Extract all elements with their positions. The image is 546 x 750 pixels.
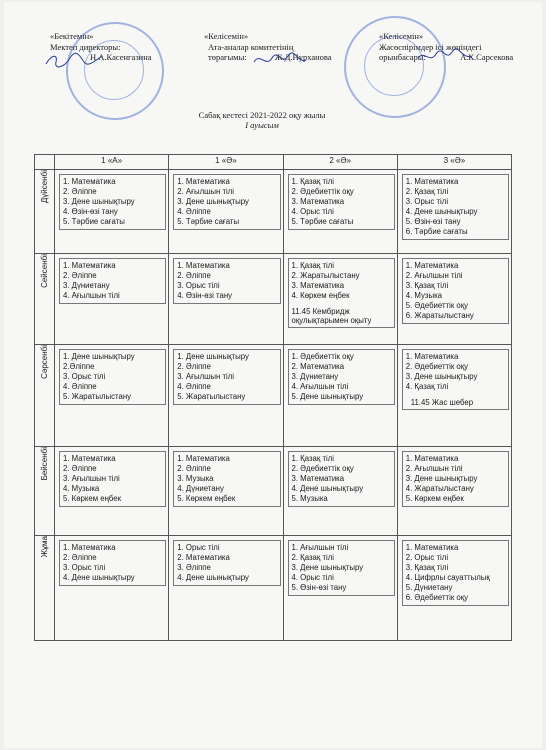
- lesson-list: [173, 349, 280, 405]
- lesson-item: 2. Әліппе: [63, 553, 97, 562]
- signature-committee: [250, 50, 310, 70]
- lesson-item: 1. Орыс тілі: [177, 543, 220, 552]
- lesson-item: 2. Әліппе: [177, 362, 211, 371]
- lesson-list: [59, 451, 166, 507]
- lesson-list: [173, 174, 280, 230]
- lesson-item: 4. Өзін-өзі тану: [63, 207, 118, 216]
- lesson-item: 3. Орыс тілі: [63, 372, 106, 381]
- lesson-item: 3. Дүниетану: [63, 281, 110, 290]
- lesson-item: 4. Қазақ тілі: [405, 382, 449, 391]
- lesson-item: 3. Қазақ тілі: [405, 563, 449, 572]
- lesson-list: [402, 349, 509, 410]
- day-label: Дүйсенбі: [40, 170, 49, 204]
- lesson-cell: [283, 170, 397, 254]
- day-cell: [35, 447, 55, 536]
- table-header-row: [35, 155, 512, 170]
- lesson-list: [59, 174, 166, 230]
- lesson-item: 5. Дүниетану: [405, 583, 453, 592]
- lesson-cell: [397, 345, 511, 447]
- lesson-item: 4. Музыка: [63, 484, 100, 493]
- header-day-cell: [35, 155, 55, 170]
- lesson-list: [59, 540, 166, 586]
- lesson-item: 1. Математика: [405, 454, 459, 463]
- header-class: 3 «Ә»: [397, 155, 511, 170]
- lesson-item: 3. Орыс тілі: [63, 563, 106, 572]
- lesson-item: 2. Математика: [291, 362, 345, 371]
- lesson-item: 6. Жаратылыстану: [405, 311, 474, 320]
- lesson-cell: [283, 536, 397, 641]
- lesson-item: 5. Өзін-өзі тану: [405, 217, 461, 226]
- lesson-item: 4. Дене шынықтыру: [177, 573, 249, 582]
- lesson-cell: [55, 170, 169, 254]
- lesson-cell: [397, 536, 511, 641]
- lesson-list: [173, 540, 280, 586]
- lesson-item: 3. Дене шынықтыру: [177, 197, 249, 206]
- header-class: 1 «А»: [55, 155, 169, 170]
- day-label: Бейсенбі: [40, 447, 49, 481]
- schedule-shift: I ауысым: [245, 120, 279, 130]
- lesson-item: 5. Көркем еңбек: [63, 494, 122, 503]
- lesson-item: 2. Математика: [177, 553, 230, 562]
- lesson-item: 5. Дене шынықтыру: [291, 392, 364, 401]
- lesson-item: 1. Математика: [63, 543, 116, 552]
- lesson-list: [173, 258, 280, 304]
- lesson-item: 1. Математика: [177, 454, 230, 463]
- lesson-item: 5. Жаратылыстану: [177, 392, 246, 401]
- lesson-item: 3. Музыка: [177, 474, 214, 483]
- lesson-cell: [397, 447, 511, 536]
- day-cell: [35, 345, 55, 447]
- schedule-title: Сабақ кестесі 2021-2022 оқу жылы: [198, 110, 326, 120]
- lesson-item: 2.Әліппе: [63, 362, 95, 371]
- lesson-item: 2. Әдебиеттік оқу: [291, 464, 354, 473]
- lesson-item: 5. Әдебиеттік оқу: [405, 301, 469, 310]
- lesson-item: 4. Жаратылыстану: [405, 484, 474, 493]
- lesson-item: 1. Математика: [177, 261, 230, 270]
- lesson-item: 5. Көркем еңбек: [177, 494, 236, 503]
- lesson-item: 2. Әдебиеттік оқу: [405, 362, 469, 371]
- lesson-item: 4. Әліппе: [63, 382, 97, 391]
- lesson-item: 3. Орыс тілі: [405, 197, 449, 206]
- day-label: Жұма: [40, 536, 49, 558]
- lesson-item: 2. Әліппе: [63, 271, 97, 280]
- approval-position: Ата-аналар комитетінің: [208, 41, 294, 52]
- approval-position: Мектеп директоры:: [50, 41, 121, 52]
- approval-title: «Келісемін»: [204, 31, 249, 41]
- lesson-item: 4. Ағылшын тілі: [291, 382, 349, 391]
- lesson-cell: [55, 536, 169, 641]
- lesson-item: 3. Дене шынықтыру: [63, 197, 135, 206]
- day-label: Сейсенбі: [40, 254, 49, 288]
- lesson-cell: [397, 170, 511, 254]
- approval-name: Ж.Д.Нурханова: [274, 52, 332, 62]
- table-row: [35, 254, 512, 345]
- document-page: [4, 2, 542, 748]
- lesson-list: [59, 258, 166, 304]
- lesson-list: [288, 174, 395, 230]
- lesson-item: 4. Орыс тілі: [291, 573, 334, 582]
- lesson-item: 3. Орыс тілі: [177, 281, 220, 290]
- lesson-list: [288, 451, 395, 507]
- schedule-title-block: [172, 110, 352, 130]
- lesson-item: 1. Математика: [405, 261, 459, 270]
- lesson-item: 4. Дүниетану: [177, 484, 224, 493]
- header-class: 1 «Ә»: [169, 155, 283, 170]
- lesson-item: 4. Ағылшын тілі: [63, 291, 120, 300]
- approval-name: Н.А.Касенгазина: [90, 52, 152, 62]
- lesson-item: 6. Тәрбие сағаты: [405, 227, 468, 236]
- lesson-item: 4. Көркем еңбек: [291, 291, 350, 300]
- lesson-item: 1. Қазақ тілі: [291, 177, 335, 186]
- lesson-item: 3. Дене шынықтыру: [405, 372, 478, 381]
- lesson-item: 5. Өзін-өзі тану: [291, 583, 347, 592]
- approval-title: «Келісемін»: [379, 31, 424, 41]
- approval-title: «Бекітемін»: [50, 31, 94, 41]
- signature-director: [44, 50, 104, 70]
- schedule-table: [34, 154, 512, 641]
- lesson-cell: [283, 345, 397, 447]
- lesson-item: 1. Математика: [405, 352, 459, 361]
- approval-position: Жасөспірімдер ісі жөніндегі: [379, 41, 482, 52]
- lesson-cell: [283, 447, 397, 536]
- day-cell: [35, 254, 55, 345]
- lesson-item: 2. Ағылшын тілі: [405, 464, 463, 473]
- lesson-item: 1. Математика: [405, 543, 459, 552]
- lesson-cell: [55, 345, 169, 447]
- lesson-list: [402, 451, 509, 507]
- lesson-item: 1. Математика: [63, 261, 116, 270]
- signature-deputy: [416, 48, 476, 68]
- lesson-cell: [55, 254, 169, 345]
- lesson-item: 3. Дүниетану: [291, 372, 339, 381]
- lesson-item: 3. Ағылшын тілі: [63, 474, 120, 483]
- school-seal-right-inner: [364, 36, 424, 96]
- day-label: Сәрсенбі: [40, 345, 49, 379]
- school-seal-left-inner: [84, 40, 144, 100]
- lesson-item: 1. Ағылшын тілі: [291, 543, 349, 552]
- lesson-item: 2. Қазақ тілі: [405, 187, 449, 196]
- lesson-item: 3. Дене шынықтыру: [405, 474, 478, 483]
- lesson-cell: [283, 254, 397, 345]
- lesson-item: 4. Музыка: [405, 291, 442, 300]
- lesson-cell: [169, 536, 283, 641]
- lesson-list: [402, 540, 509, 606]
- lesson-list: [59, 349, 166, 405]
- lesson-item: 1. Математика: [63, 177, 116, 186]
- lesson-item: 3. Математика: [291, 281, 345, 290]
- lesson-note: 11.45 Жас шебер: [410, 398, 474, 407]
- lesson-item: 4. Дене шынықтыру: [63, 573, 135, 582]
- lesson-cell: [169, 345, 283, 447]
- lesson-item: 2. Жаратылыстану: [291, 271, 360, 280]
- lesson-item: 2. Әліппе: [63, 187, 97, 196]
- day-cell: [35, 536, 55, 641]
- lesson-cell: [397, 254, 511, 345]
- lesson-item: 1. Дене шынықтыру: [177, 352, 249, 361]
- lesson-item: 2. Әліппе: [63, 464, 97, 473]
- lesson-cell: [55, 447, 169, 536]
- lesson-list: [288, 258, 395, 328]
- lesson-item: 2. Ағылшын тілі: [405, 271, 463, 280]
- lesson-item: 6. Әдебиеттік оқу: [405, 593, 469, 602]
- header-class: 2 «Ә»: [283, 155, 397, 170]
- lesson-item: 5. Тәрбие сағаты: [63, 217, 125, 226]
- lesson-item: 5. Жаратылыстану: [63, 392, 132, 401]
- lesson-item: 5. Тәрбие сағаты: [291, 217, 354, 226]
- lesson-list: [173, 451, 280, 507]
- lesson-item: 5. Тәрбие сағаты: [177, 217, 240, 226]
- lesson-note: 11.45 Кембридж оқулықтарымен оқыту: [291, 307, 372, 325]
- lesson-item: 3. Қазақ тілі: [405, 281, 449, 290]
- lesson-item: 2. Қазақ тілі: [291, 553, 335, 562]
- lesson-item: 1. Қазақ тілі: [291, 454, 335, 463]
- lesson-list: [288, 540, 395, 596]
- lesson-item: 3. Дене шынықтыру: [291, 563, 364, 572]
- lesson-item: 1. Әдебиеттік оқу: [291, 352, 354, 361]
- lesson-item: 4. Орыс тілі: [291, 207, 334, 216]
- lesson-cell: [169, 254, 283, 345]
- approval-role: төрағымы:: [208, 52, 247, 62]
- lesson-item: 1. Математика: [405, 177, 459, 186]
- lesson-item: 3. Математика: [291, 197, 345, 206]
- lesson-cell: [169, 447, 283, 536]
- lesson-item: 4. Өзін-өзі тану: [177, 291, 233, 300]
- lesson-item: 1. Математика: [63, 454, 116, 463]
- day-cell: [35, 170, 55, 254]
- lesson-item: 1. Қазақ тілі: [291, 261, 335, 270]
- lesson-item: 4. Цифрлы сауаттылық: [405, 573, 490, 582]
- lesson-item: 2. Әліппе: [177, 271, 211, 280]
- table-row: [35, 345, 512, 447]
- lesson-item: 5. Көркем еңбек: [405, 494, 464, 503]
- table-row: [35, 536, 512, 641]
- lesson-item: 3. Математика: [291, 474, 345, 483]
- lesson-item: 1. Математика: [177, 177, 230, 186]
- lesson-item: 2. Ағылшын тілі: [177, 187, 235, 196]
- lesson-item: 5. Музыка: [291, 494, 328, 503]
- table-row: [35, 170, 512, 254]
- lesson-item: 3. Ағылшын тілі: [177, 372, 235, 381]
- lesson-list: [288, 349, 395, 405]
- lesson-item: 4. Әліппе: [177, 207, 211, 216]
- lesson-item: 3. Әліппе: [177, 563, 211, 572]
- lesson-list: [402, 258, 509, 324]
- lesson-item: 4. Дене шынықтыру: [291, 484, 364, 493]
- lesson-cell: [169, 170, 283, 254]
- approval-role: орынбасары:: [379, 52, 426, 62]
- approval-name: А.К.Сарсекова: [460, 52, 514, 62]
- lesson-item: 2. Орыс тілі: [405, 553, 449, 562]
- lesson-item: 4. Әліппе: [177, 382, 211, 391]
- lesson-item: 2. Әліппе: [177, 464, 211, 473]
- lesson-item: 2. Әдебиеттік оқу: [291, 187, 354, 196]
- lesson-item: 4. Дене шынықтыру: [405, 207, 478, 216]
- lesson-list: [402, 174, 509, 240]
- lesson-item: 1. Дене шынықтыру: [63, 352, 135, 361]
- table-row: [35, 447, 512, 536]
